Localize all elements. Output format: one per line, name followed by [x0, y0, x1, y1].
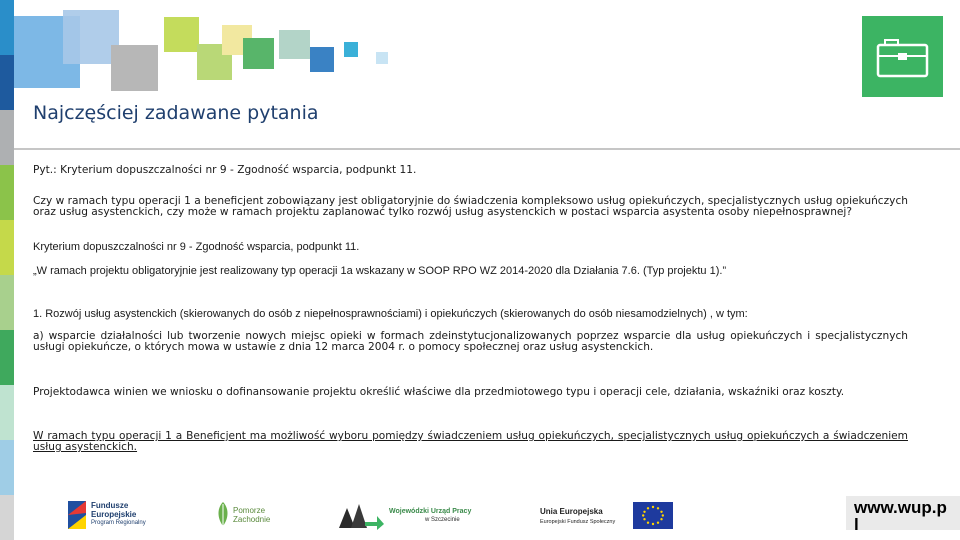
leaf-icon — [215, 500, 231, 528]
pomorze-zachodnie-logo — [215, 500, 285, 530]
decor-square — [310, 47, 334, 72]
edge-strip — [0, 220, 14, 275]
point-a-text: a) wsparcie działalności lub tworzenie nowych miejsc opieki w formach zdeinstytucjonalizowanych poprzez wsparcie dla usług opiekuńczych i specjalistycznych usługi opiekuńcze, o których mowa w ustawie z dnia 12 marca 2004 r. o pomocy społecznej oraz usług asystenckich. — [33, 330, 908, 353]
criterion-quote: „W ramach projektu obligatoryjnie jest realizowany typ operacji 1a wskazany w SOOP RPO WZ 2014-2020 dla Działania 7.6. (Typ projektu 1).” — [33, 265, 727, 277]
fundusze-europejskie-logo — [66, 497, 156, 532]
logo1-line1: Fundusze — [91, 501, 129, 510]
edge-strip — [0, 385, 14, 440]
edge-strip — [0, 275, 14, 330]
logo4-line1: Unia Europejska — [540, 507, 603, 516]
applicant-obligation-text: Projektodawca winien we wniosku o dofinansowanie projektu określić właściwe dla przedmiotowego typu i operacji cele, działania, wskaźniki oraz koszty. — [33, 386, 845, 398]
edge-strip — [0, 440, 14, 495]
logo2-line2: Zachodnie — [233, 515, 271, 524]
logo3-line2: w Szczecinie — [425, 517, 460, 523]
logo2-line1: Pomorze — [233, 506, 266, 515]
wup-logo — [337, 500, 487, 532]
logo4-line2: Europejski Fundusz Społeczny — [540, 519, 616, 525]
edge-strip — [0, 110, 14, 165]
question-text: Czy w ramach typu operacji 1 a beneficjent zobowiązany jest obligatoryjnie do świadczenia kompleksowo usług opiekuńczych, specjalistycznych usług opiekuńczych oraz usług asystenckich, czy może w ramach projektu zaplanować tylko rozwój usług asystenckich w postaci wsparcia asystenta osoby niepełnosprawnej? — [33, 195, 908, 218]
answer-text: W ramach typu operacji 1 a Beneficjent ma możliwość wyboru pomiędzy świadczeniem usług opiekuńczych, specjalistycznych usług opiekuńczych a świadczeniem usług asystenckich. — [33, 430, 908, 453]
unia-europejska-logo — [540, 502, 675, 532]
decor-square — [344, 42, 358, 57]
decor-square — [279, 30, 310, 59]
logo1-line2: Europejskie — [91, 510, 137, 519]
decor-square — [243, 38, 274, 69]
decor-square — [376, 52, 388, 64]
briefcase-icon — [862, 16, 943, 97]
point-1-text: 1. Rozwój usług asystenckich (skierowanych do osób z niepełnosprawnościami) i opiekuńczych (skierowanych do osób niesamodzielnych) , w tym: — [33, 308, 748, 320]
page-title: Najczęściej zadawane pytania — [33, 102, 319, 124]
wup-emblem-icon — [337, 502, 385, 530]
edge-strip — [0, 55, 14, 110]
fe-emblem-icon — [66, 499, 88, 531]
logo1-line3: Program Regionalny — [91, 520, 146, 526]
title-divider — [14, 148, 960, 150]
header-icon-box — [862, 16, 943, 97]
question-reference: Pyt.: Kryterium dopuszczalności nr 9 - Zgodność wsparcia, podpunkt 11. — [33, 164, 417, 176]
decor-square — [111, 45, 158, 91]
edge-strip — [0, 495, 14, 540]
criterion-text: Kryterium dopuszczalności nr 9 - Zgodność wsparcia, podpunkt 11. — [33, 241, 360, 253]
logo3-line1: Wojewódzki Urząd Pracy — [389, 508, 472, 515]
website-url[interactable]: www.wup.p l — [854, 498, 947, 534]
edge-strip — [0, 165, 14, 220]
website-url-box[interactable] — [846, 496, 960, 534]
edge-strip — [0, 330, 14, 385]
decor-square — [164, 17, 199, 52]
edge-strip — [0, 0, 14, 55]
eu-flag-icon — [633, 502, 673, 529]
